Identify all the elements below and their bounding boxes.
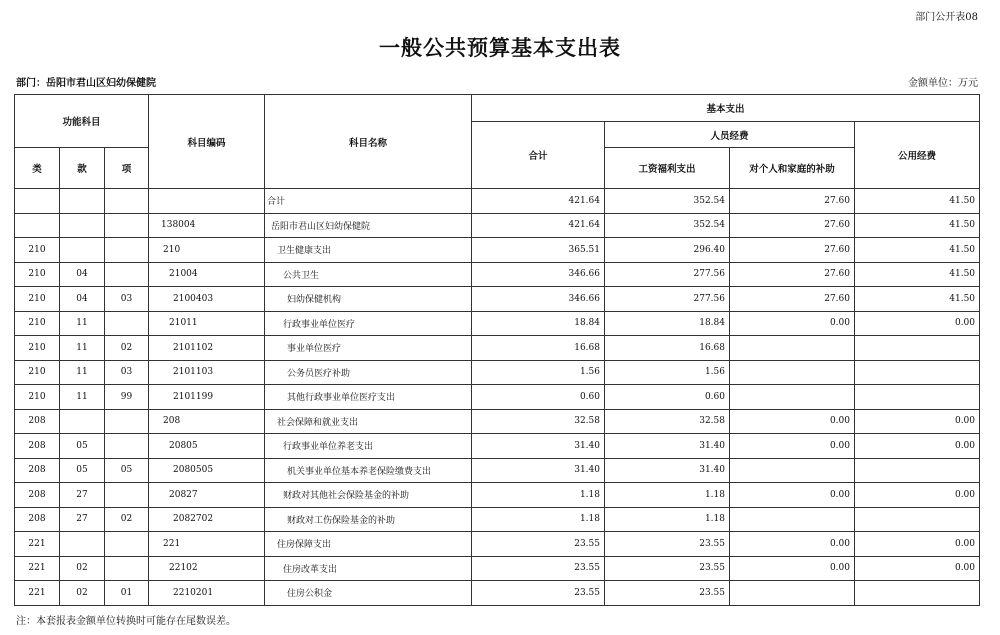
- cell-public: 0.00: [855, 556, 980, 581]
- department-label: 部门：岳阳市君山区妇幼保健院: [16, 78, 156, 89]
- table-row: [15, 556, 980, 581]
- cell-subject-name: 卫生健康支出: [265, 238, 472, 263]
- cell-lei: [15, 213, 60, 238]
- cell-public: [855, 336, 980, 361]
- table-row: [15, 360, 980, 385]
- cell-public: 0.00: [855, 483, 980, 508]
- cell-public: 0.00: [855, 311, 980, 336]
- table-row: [15, 434, 980, 459]
- header-kuan: 款: [60, 148, 105, 189]
- cell-kuan: 11: [60, 385, 105, 410]
- cell-xiang: [105, 434, 149, 459]
- cell-subsidy: [730, 385, 855, 410]
- cell-subsidy: 27.60: [730, 287, 855, 312]
- cell-total: 365.51: [472, 238, 605, 263]
- cell-public: [855, 360, 980, 385]
- cell-xiang: [105, 483, 149, 508]
- cell-subsidy: 27.60: [730, 262, 855, 287]
- cell-total: 23.55: [472, 581, 605, 606]
- cell-subject-name: 财政对工伤保险基金的补助: [265, 507, 472, 532]
- cell-kuan: [60, 532, 105, 557]
- cell-kuan: [60, 409, 105, 434]
- cell-subsidy: 0.00: [730, 434, 855, 459]
- cell-lei: 210: [15, 311, 60, 336]
- cell-kuan: 27: [60, 507, 105, 532]
- cell-total: 31.40: [472, 434, 605, 459]
- header-xiang: 项: [105, 148, 149, 189]
- cell-xiang: [105, 238, 149, 263]
- cell-total: 32.58: [472, 409, 605, 434]
- cell-xiang: 02: [105, 336, 149, 361]
- cell-salary: 0.60: [605, 385, 730, 410]
- cell-salary: 23.55: [605, 556, 730, 581]
- cell-subject-name: 社会保障和就业支出: [265, 409, 472, 434]
- cell-total: 23.55: [472, 532, 605, 557]
- cell-total: 0.60: [472, 385, 605, 410]
- cell-subject-code: 2101103: [149, 360, 265, 385]
- cell-xiang: 02: [105, 507, 149, 532]
- header-subject-code: 科目编码: [149, 95, 265, 189]
- table-row: [15, 213, 980, 238]
- cell-lei: [15, 189, 60, 214]
- cell-xiang: 01: [105, 581, 149, 606]
- cell-subsidy: 0.00: [730, 532, 855, 557]
- cell-subject-code: 21011: [149, 311, 265, 336]
- cell-subject-code: 20827: [149, 483, 265, 508]
- cell-lei: 221: [15, 556, 60, 581]
- table-row: [15, 336, 980, 361]
- cell-total: 421.64: [472, 213, 605, 238]
- cell-subsidy: 27.60: [730, 238, 855, 263]
- cell-subject-name: 行政事业单位医疗: [265, 311, 472, 336]
- cell-subject-name: 公务员医疗补助: [265, 360, 472, 385]
- cell-total: 346.66: [472, 287, 605, 312]
- header-public-funds: 公用经费: [855, 122, 980, 189]
- cell-subsidy: 0.00: [730, 311, 855, 336]
- table-row: [15, 458, 980, 483]
- cell-subject-code: 2101199: [149, 385, 265, 410]
- header-salary: 工资福利支出: [605, 148, 730, 189]
- cell-salary: 31.40: [605, 434, 730, 459]
- cell-subject-code: 210: [149, 238, 265, 263]
- cell-subject-code: 2101102: [149, 336, 265, 361]
- cell-lei: 210: [15, 385, 60, 410]
- cell-subsidy: [730, 336, 855, 361]
- table-row: [15, 238, 980, 263]
- cell-subject-code: 208: [149, 409, 265, 434]
- cell-subject-code: 2082702: [149, 507, 265, 532]
- cell-salary: 277.56: [605, 287, 730, 312]
- cell-subject-code: 20805: [149, 434, 265, 459]
- cell-salary: 23.55: [605, 581, 730, 606]
- header-subsidy: 对个人和家庭的补助: [730, 148, 855, 189]
- header-func-subject: 功能科目: [15, 95, 149, 148]
- cell-salary: 23.55: [605, 532, 730, 557]
- cell-public: 41.50: [855, 189, 980, 214]
- cell-subject-name: 住房改革支出: [265, 556, 472, 581]
- cell-xiang: [105, 262, 149, 287]
- cell-kuan: 02: [60, 581, 105, 606]
- cell-subject-name: 住房公积金: [265, 581, 472, 606]
- header-total: 合计: [472, 122, 605, 189]
- cell-kuan: 05: [60, 434, 105, 459]
- budget-table: [14, 94, 980, 606]
- cell-xiang: 99: [105, 385, 149, 410]
- cell-subject-code: 221: [149, 532, 265, 557]
- header-lei: 类: [15, 148, 60, 189]
- table-row: [15, 189, 980, 214]
- table-row: [15, 287, 980, 312]
- cell-subject-code: 2100403: [149, 287, 265, 312]
- header-personnel-funds: 人员经费: [605, 122, 855, 148]
- cell-kuan: 05: [60, 458, 105, 483]
- cell-total: 346.66: [472, 262, 605, 287]
- cell-subject-name: 岳阳市君山区妇幼保健院: [265, 213, 472, 238]
- cell-total: 1.56: [472, 360, 605, 385]
- cell-subject-name: 公共卫生: [265, 262, 472, 287]
- cell-subsidy: [730, 581, 855, 606]
- table-row: [15, 409, 980, 434]
- cell-subject-name: 财政对其他社会保险基金的补助: [265, 483, 472, 508]
- cell-salary: 31.40: [605, 458, 730, 483]
- cell-kuan: [60, 238, 105, 263]
- cell-lei: 210: [15, 262, 60, 287]
- cell-kuan: 27: [60, 483, 105, 508]
- cell-lei: 208: [15, 409, 60, 434]
- cell-public: 0.00: [855, 409, 980, 434]
- cell-lei: 210: [15, 238, 60, 263]
- cell-subject-code: 2210201: [149, 581, 265, 606]
- table-row: [15, 507, 980, 532]
- cell-xiang: [105, 556, 149, 581]
- cell-lei: 208: [15, 507, 60, 532]
- table-row: [15, 532, 980, 557]
- cell-subsidy: [730, 507, 855, 532]
- cell-kuan: 11: [60, 360, 105, 385]
- cell-salary: 296.40: [605, 238, 730, 263]
- cell-subsidy: 27.60: [730, 189, 855, 214]
- table-row: [15, 311, 980, 336]
- cell-total: 18.84: [472, 311, 605, 336]
- cell-kuan: [60, 213, 105, 238]
- cell-subject-code: [149, 189, 265, 214]
- table-row: [15, 385, 980, 410]
- cell-public: 41.50: [855, 262, 980, 287]
- cell-kuan: 02: [60, 556, 105, 581]
- cell-lei: 210: [15, 336, 60, 361]
- cell-total: 421.64: [472, 189, 605, 214]
- cell-subsidy: 0.00: [730, 409, 855, 434]
- document-code: 部门公开表08: [915, 12, 978, 23]
- cell-kuan: 04: [60, 287, 105, 312]
- cell-kuan: 11: [60, 311, 105, 336]
- cell-salary: 32.58: [605, 409, 730, 434]
- cell-public: 41.50: [855, 287, 980, 312]
- cell-subject-name: 事业单位医疗: [265, 336, 472, 361]
- cell-salary: 16.68: [605, 336, 730, 361]
- cell-lei: 210: [15, 360, 60, 385]
- cell-total: 31.40: [472, 458, 605, 483]
- cell-subsidy: 27.60: [730, 213, 855, 238]
- cell-lei: 221: [15, 581, 60, 606]
- cell-salary: 352.54: [605, 189, 730, 214]
- cell-subject-name: 机关事业单位基本养老保险缴费支出: [265, 458, 472, 483]
- cell-kuan: [60, 189, 105, 214]
- cell-subject-code: 22102: [149, 556, 265, 581]
- cell-public: [855, 385, 980, 410]
- cell-xiang: 03: [105, 287, 149, 312]
- cell-xiang: [105, 189, 149, 214]
- cell-public: 0.00: [855, 434, 980, 459]
- cell-subject-code: 21004: [149, 262, 265, 287]
- cell-total: 23.55: [472, 556, 605, 581]
- cell-xiang: 05: [105, 458, 149, 483]
- cell-xiang: [105, 311, 149, 336]
- cell-public: [855, 458, 980, 483]
- cell-salary: 352.54: [605, 213, 730, 238]
- cell-xiang: [105, 409, 149, 434]
- cell-subsidy: 0.00: [730, 483, 855, 508]
- cell-total: 16.68: [472, 336, 605, 361]
- cell-salary: 18.84: [605, 311, 730, 336]
- header-subject-name: 科目名称: [265, 95, 472, 189]
- table-row: [15, 581, 980, 606]
- table-row: [15, 483, 980, 508]
- cell-kuan: 11: [60, 336, 105, 361]
- cell-lei: 208: [15, 483, 60, 508]
- cell-subsidy: [730, 458, 855, 483]
- cell-subsidy: [730, 360, 855, 385]
- cell-total: 1.18: [472, 483, 605, 508]
- cell-subject-name: 其他行政事业单位医疗支出: [265, 385, 472, 410]
- cell-lei: 210: [15, 287, 60, 312]
- cell-xiang: [105, 532, 149, 557]
- table-row: [15, 262, 980, 287]
- cell-lei: 208: [15, 434, 60, 459]
- cell-subject-name: 行政事业单位养老支出: [265, 434, 472, 459]
- cell-public: 41.50: [855, 213, 980, 238]
- page-title: 一般公共预算基本支出表: [379, 35, 621, 60]
- cell-subject-name: 住房保障支出: [265, 532, 472, 557]
- cell-subject-code: 138004: [149, 213, 265, 238]
- cell-subject-name: 妇幼保健机构: [265, 287, 472, 312]
- cell-subject-name: 合计: [265, 189, 472, 214]
- cell-subject-code: 2080505: [149, 458, 265, 483]
- cell-salary: 1.18: [605, 507, 730, 532]
- cell-total: 1.18: [472, 507, 605, 532]
- cell-public: [855, 507, 980, 532]
- cell-salary: 1.56: [605, 360, 730, 385]
- cell-kuan: 04: [60, 262, 105, 287]
- cell-public: 0.00: [855, 532, 980, 557]
- footnote: 注：本套报表金额单位转换时可能存在尾数误差。: [16, 616, 236, 627]
- cell-salary: 277.56: [605, 262, 730, 287]
- cell-subsidy: 0.00: [730, 556, 855, 581]
- cell-xiang: 03: [105, 360, 149, 385]
- cell-xiang: [105, 213, 149, 238]
- cell-public: [855, 581, 980, 606]
- cell-lei: 221: [15, 532, 60, 557]
- header-basic-expenditure: 基本支出: [472, 95, 980, 122]
- cell-lei: 208: [15, 458, 60, 483]
- cell-public: 41.50: [855, 238, 980, 263]
- cell-salary: 1.18: [605, 483, 730, 508]
- currency-unit-label: 金额单位：万元: [908, 78, 978, 89]
